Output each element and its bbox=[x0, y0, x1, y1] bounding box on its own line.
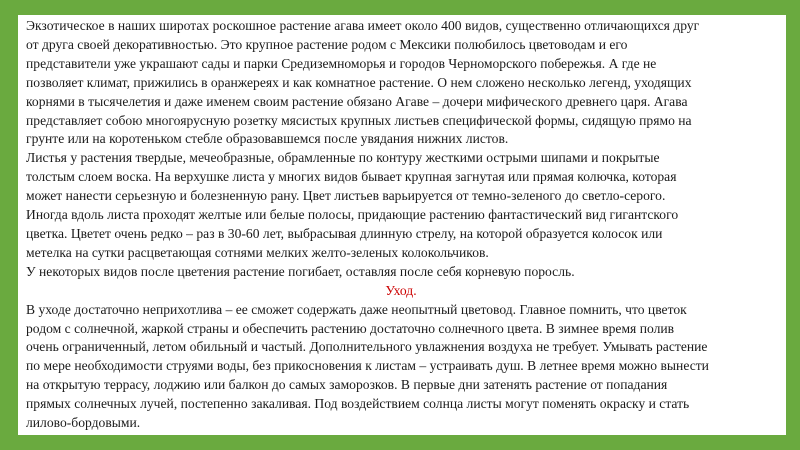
text-line: толстым слоем воска. На верхушке листа у многих видов бывает крупная загнутая или прямая колючка, которая bbox=[26, 169, 677, 185]
text-line: Листья у растения твердые, мечеобразные, обрамленные по контуру жесткими острыми шипами и покрытые bbox=[26, 150, 660, 166]
paragraph-flowering bbox=[26, 263, 776, 282]
paragraph-leaves bbox=[26, 149, 776, 262]
text-line: У некоторых видов после цветения растение погибает, оставляя после себя корневую поросль. bbox=[26, 263, 575, 279]
text-line: лилово-бордовыми. bbox=[26, 415, 141, 431]
text-line: корнями в тысячелетия и даже именем своим растение обязано Агаве – дочери мифического древнего царя. Агава bbox=[26, 93, 688, 109]
text-line: родом с солнечной, жаркой страны и обеспечить растению достаточно солнечного цвета. В зимнее время полив bbox=[26, 320, 675, 336]
document-body bbox=[26, 17, 776, 433]
section-heading: Уход. bbox=[385, 282, 417, 298]
text-line: прямых солнечных лучей, постепенно закаливая. Под воздействием солнца листы могут поменять окраску и стать bbox=[26, 396, 690, 412]
text-line: от друга своей декоративностью. Это крупное растение родом с Мексики полюбилось цветоводам и его bbox=[26, 36, 628, 52]
text-line: метелка на сутки расцветающая сотнями мелких желто-зеленых колокольчиков. bbox=[26, 244, 489, 260]
text-line: на открытую террасу, лоджию или балкон до самых заморозков. В первые дни затенять растение от попадания bbox=[26, 377, 668, 393]
text-line: позволяет климат, прижились в оранжереях и как комнатное растение. О нем сложено несколько легенд, уходящих bbox=[26, 74, 692, 90]
text-line: Экзотическое в наших широтах роскошное растение агава имеет около 400 видов, существенно отличающихся друг bbox=[26, 18, 700, 33]
text-line: представители уже украшают сады и парки Средиземноморья и городов Черноморского побережья. А где не bbox=[26, 55, 657, 71]
text-line: цветка. Цветет очень редко – раз в 30-60 лет, выбрасывая длинную стрелу, на которой образуется колосок или bbox=[26, 225, 663, 241]
text-line: грунте или на коротеньком стебле образовавшемся после увядания нижних листов. bbox=[26, 131, 509, 147]
paragraph-care bbox=[26, 301, 776, 433]
text-line: В уходе достаточно неприхотлива – ее сможет содержать даже неопытный цветовод. Главное помнить, что цветок bbox=[26, 301, 687, 317]
text-line: Иногда вдоль листа проходят желтые или белые полосы, придающие растению фантастический вид гигантского bbox=[26, 207, 679, 223]
text-line: может нанести серьезную и болезненную рану. Цвет листьев варьируется от темно-зеленого до светло-серого. bbox=[26, 188, 666, 204]
text-line: по мере необходимости струями воды, без прикосновения к листам – устраивать душ. В летнее время можно вынести bbox=[26, 358, 709, 374]
paragraph-intro bbox=[26, 17, 776, 149]
text-line: очень ограниченный, летом обильный и частый. Дополнительного увлажнения воздуха не требует. Умывать растение bbox=[26, 339, 708, 355]
text-line: представляет собою многоярусную розетку мясистых крупных листьев специфической формы, сидящую прямо на bbox=[26, 112, 692, 128]
text-panel bbox=[18, 15, 786, 435]
